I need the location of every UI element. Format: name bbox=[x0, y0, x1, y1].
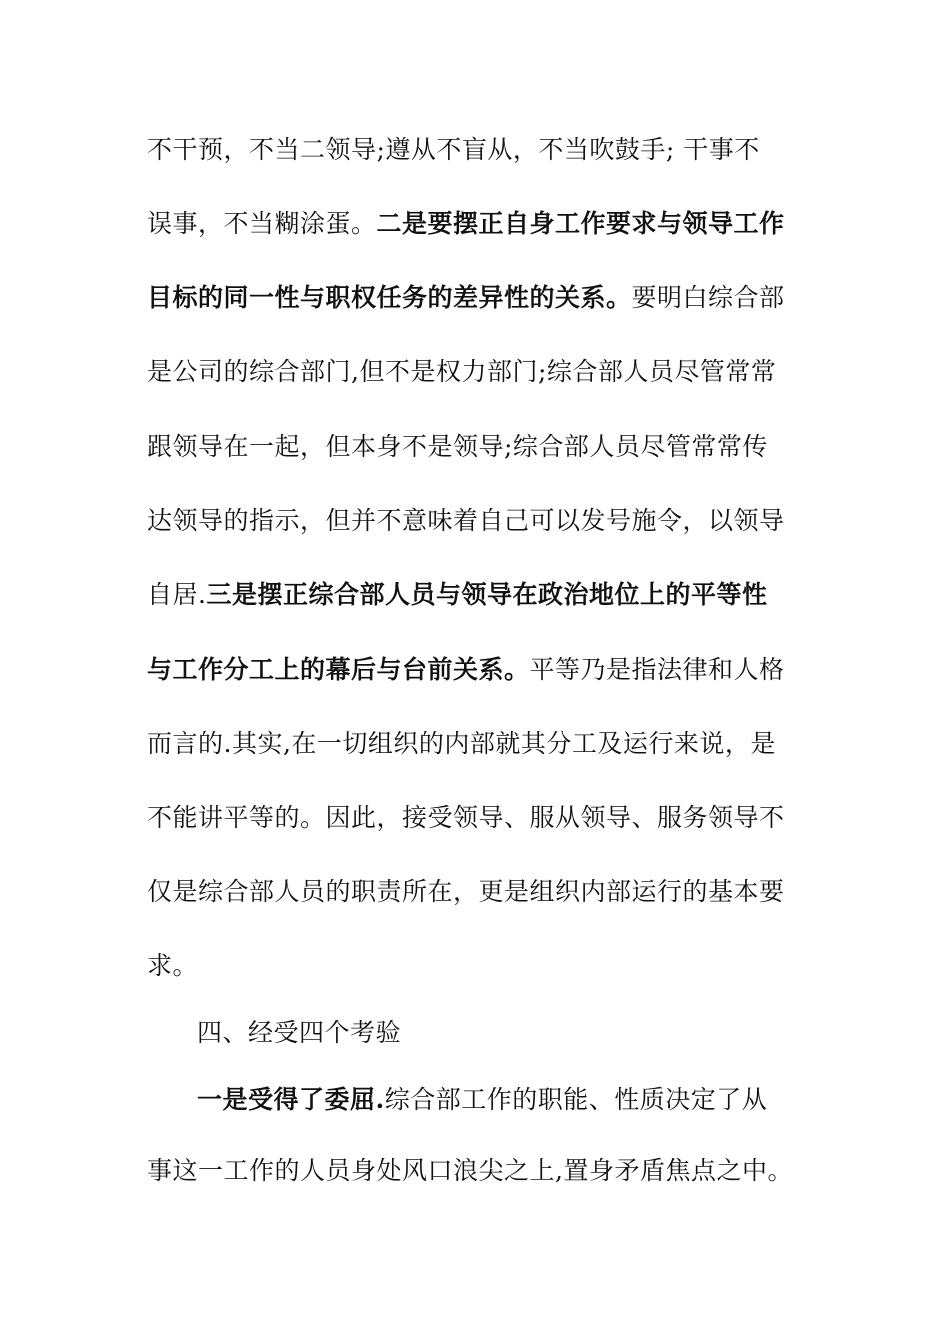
text-line-4 bbox=[147, 352, 807, 392]
text-run: 事这一工作的人员身处风口浪尖之上,置身矛盾焦点之中。 bbox=[147, 1156, 793, 1185]
bold-text-run: 与工作分工上的幕后与台前关系。 bbox=[147, 655, 530, 684]
text-run: 达领导的指示，但并不意味着自己可以发号施令，以领导 bbox=[147, 506, 785, 535]
text-run: 平等乃是指法律和人格 bbox=[529, 655, 785, 684]
text-run: 要明白综合部 bbox=[631, 283, 785, 312]
text-run: 不能讲平等的。因此，接受领导、服从领导、服务领导不 bbox=[147, 803, 785, 832]
text-run: 自居. bbox=[147, 580, 207, 609]
text-run: 四、经受四个考验 bbox=[197, 1018, 402, 1047]
text-run: 求。 bbox=[147, 951, 199, 980]
text-run: 跟领导在一起，但本身不是领导;综合部人员尽管常常传 bbox=[147, 432, 768, 461]
text-run: 误事，不当糊涂蛋。 bbox=[147, 209, 377, 238]
text-line-14 bbox=[197, 1080, 857, 1120]
text-run: 综合部工作的职能、性质决定了从 bbox=[384, 1085, 768, 1114]
text-line-3 bbox=[147, 278, 807, 318]
text-line-9 bbox=[147, 724, 807, 764]
text-line-12 bbox=[147, 946, 807, 986]
text-run: 而言的.其实,在一切组织的内部就其分工及运行来说，是 bbox=[147, 729, 776, 758]
text-line-1 bbox=[147, 130, 807, 170]
section-heading bbox=[197, 1013, 857, 1053]
bold-text-run: 一是受得了委屈. bbox=[197, 1085, 385, 1114]
text-line-2 bbox=[147, 204, 807, 244]
text-line-10 bbox=[147, 798, 807, 838]
bold-text-run: 目标的同一性与职权任务的差异性的关系。 bbox=[147, 283, 632, 312]
text-line-5 bbox=[147, 427, 807, 467]
text-line-7 bbox=[147, 575, 807, 615]
bold-text-run: 三是摆正综合部人员与领导在政治地位上的平等性 bbox=[206, 580, 768, 609]
text-line-8 bbox=[147, 650, 807, 690]
text-run: 不干预，不当二领导;遵从不盲从，不当吹鼓手; 干事不 bbox=[147, 135, 760, 164]
text-line-15 bbox=[147, 1151, 807, 1191]
text-line-6 bbox=[147, 501, 807, 541]
text-line-11 bbox=[147, 872, 807, 912]
bold-text-run: 二是要摆正自身工作要求与领导工作 bbox=[376, 209, 785, 238]
text-run: 是公司的综合部门,但不是权力部门;综合部人员尽管常常 bbox=[147, 357, 777, 386]
text-run: 仅是综合部人员的职责所在，更是组织内部运行的基本要 bbox=[147, 877, 785, 906]
